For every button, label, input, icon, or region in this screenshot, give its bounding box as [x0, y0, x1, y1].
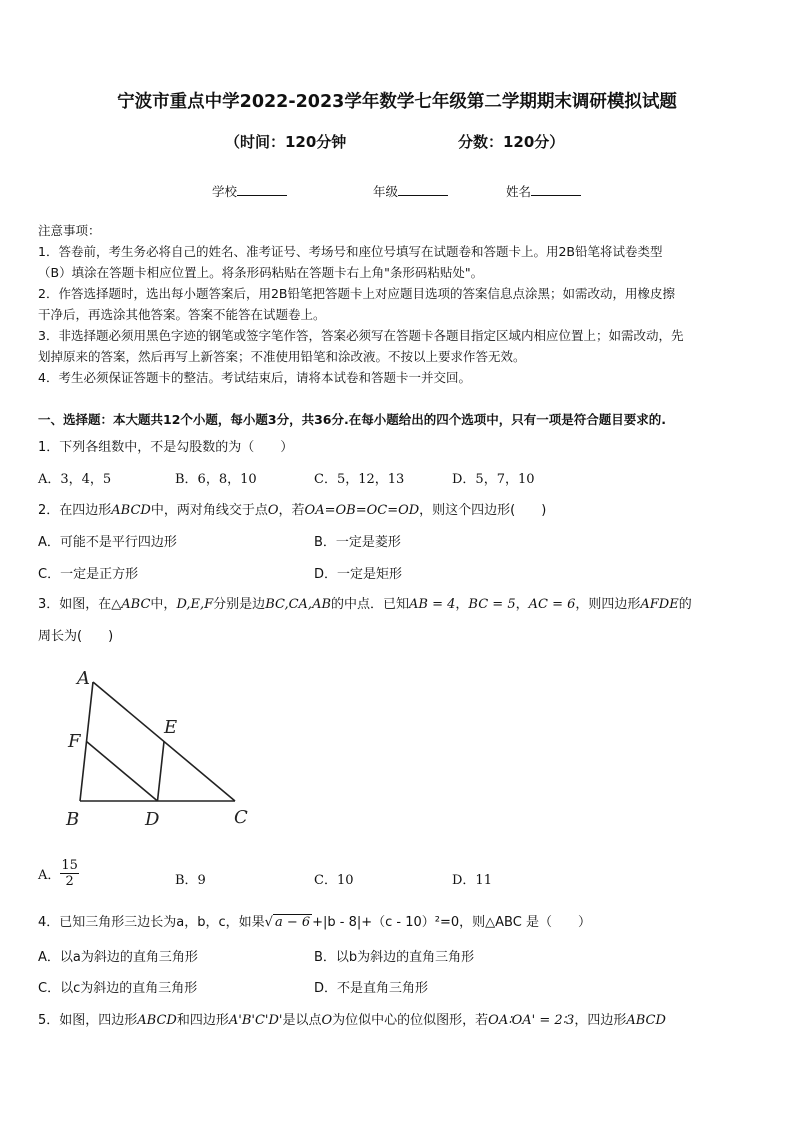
fraction: [60, 858, 79, 889]
q2-text: 2．在四边形: [38, 503, 112, 518]
q3-sides: BC,CA,AB: [265, 597, 332, 612]
q5-stem: [38, 1009, 666, 1028]
q4-option-d: D．不是直角三角形: [314, 981, 429, 996]
q5-ratio: OA∶OA' = 2∶3: [488, 1013, 575, 1028]
notes-line: 3．非选择题必须用黑色字迹的钢笔或签字笔作答，答案必须写在答题卡各题目指定区域内相应位置上；如需改动，先: [38, 328, 684, 343]
page-title: 宁波市重点中学2022-2023学年数学七年级第二学期期末调研模拟试题: [117, 92, 677, 112]
notes-block: [38, 220, 683, 388]
name-field: [506, 182, 581, 200]
q1-option-b: B．6，8，10: [175, 472, 257, 487]
q3-option-b: B．9: [175, 873, 206, 888]
q5-text: ，四边形: [574, 1013, 627, 1028]
q3-option-a-label: A．: [38, 868, 61, 883]
q1-option-d: D．5，7，10: [452, 472, 535, 487]
notes-line: （B）填涂在答题卡相应位置上。将条形码粘贴在答题卡右上角"条形码粘贴处"。: [38, 265, 484, 280]
q3-text: 中，: [150, 597, 177, 612]
q1-option-a: A．3，4，5: [38, 472, 112, 487]
notes-line: 1．答卷前，考生务必将自己的姓名、准考证号、考场号和座位号填写在试题卷和答题卡上。用2B铅笔将试卷类型: [38, 244, 663, 259]
sqrt-sign: √: [264, 915, 273, 930]
exam-time: （时间：120分钟: [225, 133, 347, 151]
segment-de: [158, 742, 165, 802]
q5-quad: ABCD: [626, 1013, 666, 1028]
q4-text: 4．已知三角形三边长为a，b，c，如果: [38, 915, 265, 930]
school-blank: [237, 183, 287, 196]
denominator: 2: [65, 874, 74, 889]
q2-option-b: B．一定是菱形: [314, 535, 401, 550]
grade-blank: [398, 183, 448, 196]
label-a: A: [77, 668, 90, 689]
q3-comma: ，: [455, 597, 469, 612]
q2-text: ，若: [278, 503, 305, 518]
q4-radicand: a − 6: [274, 915, 311, 930]
q4-text: +|b - 8|+（c - 10）²=0，则△ABC 是（ ）: [312, 915, 591, 930]
q3-triangle: ABC: [121, 597, 151, 612]
name-blank: [531, 183, 581, 196]
notes-heading: 注意事项：: [38, 223, 101, 238]
q3-option-d: D．11: [452, 873, 492, 888]
q3-option-c: C．10: [314, 873, 354, 888]
label-d: D: [145, 809, 160, 830]
grade-label: 年级: [373, 184, 399, 199]
q5-text: 是以点: [282, 1013, 322, 1028]
numerator: 15: [61, 858, 78, 873]
q5-text: 和四边形: [176, 1013, 229, 1028]
school-field: [212, 182, 287, 200]
q3-ac: AC = 6: [528, 597, 576, 612]
q2-option-c: C．一定是正方形: [38, 567, 139, 582]
name-label: 姓名: [506, 184, 532, 199]
q2-text: ，则这个四边形( ): [419, 503, 547, 518]
q3-points: D,E,F: [176, 597, 214, 612]
q3-stem: [38, 593, 692, 612]
q2-point-o: O: [267, 503, 279, 518]
notes-line: 4．考生必须保证答题卡的整洁。考试结束后，请将本试卷和答题卡一并交回。: [38, 370, 471, 385]
q2-text: 中，两对角线交于点: [150, 503, 268, 518]
q3-triangle-figure: [60, 660, 260, 835]
label-e: E: [164, 717, 178, 738]
q3-stem-line2: 周长为( ): [38, 629, 114, 644]
exam-score: 分数：120分）: [458, 133, 565, 151]
q3-ab: AB = 4: [409, 597, 456, 612]
q5-text: 为位似中心的位似图形，若: [332, 1013, 489, 1028]
q3-bc: BC = 5: [468, 597, 516, 612]
q2-option-d: D．一定是矩形: [314, 567, 403, 582]
q2-option-a: A．可能不是平行四边形: [38, 535, 177, 550]
q3-text: 的: [678, 597, 692, 612]
label-f: F: [68, 731, 81, 752]
q1-stem: 1．下列各组数中，不是勾股数的为（ ）: [38, 440, 294, 455]
q1-option-c: C．5，12，13: [314, 472, 405, 487]
grade-field: [373, 182, 448, 200]
q4-option-a: A．以a为斜边的直角三角形: [38, 950, 198, 965]
notes-line: 划掉原来的答案，然后再写上新答案；不准使用铅笔和涂改液。不按以上要求作答无效。: [38, 349, 526, 364]
label-c: C: [234, 807, 248, 828]
school-label: 学校: [212, 184, 238, 199]
q2-quad: ABCD: [111, 503, 151, 518]
q2-stem: [38, 499, 546, 518]
q3-text: 的中点．已知: [331, 597, 410, 612]
q3-text: 3．如图，在△: [38, 597, 122, 612]
label-b: B: [66, 809, 80, 830]
q3-option-a: [38, 858, 79, 889]
segment-fd: [87, 742, 158, 802]
q5-point-o: O: [321, 1013, 333, 1028]
q3-text: 分别是边: [213, 597, 266, 612]
notes-line: 干净后，再选涂其他答案。答案不能答在试题卷上。: [38, 307, 326, 322]
section-heading: 一、选择题：本大题共12个小题，每小题3分，共36分.在每小题给出的四个选项中，只有一项是符合题目要求的.: [38, 412, 666, 427]
q4-stem: [38, 911, 591, 930]
q4-option-b: B．以b为斜边的直角三角形: [314, 950, 475, 965]
q3-quad: AFDE: [640, 597, 679, 612]
q4-option-c: C．以c为斜边的直角三角形: [38, 981, 198, 996]
q2-condition: OA=OB=OC=OD: [304, 503, 420, 518]
q3-text: ，则四边形: [575, 597, 641, 612]
notes-line: 2．作答选择题时，选出每小题答案后，用2B铅笔把答题卡上对应题目选项的答案信息点涂黑；如需改动，用橡皮擦: [38, 286, 675, 301]
q3-comma: ，: [515, 597, 529, 612]
q5-text: 5．如图，四边形: [38, 1013, 138, 1028]
q5-quad: ABCD: [137, 1013, 177, 1028]
q5-quad-prime: A'B'C'D': [228, 1013, 283, 1028]
